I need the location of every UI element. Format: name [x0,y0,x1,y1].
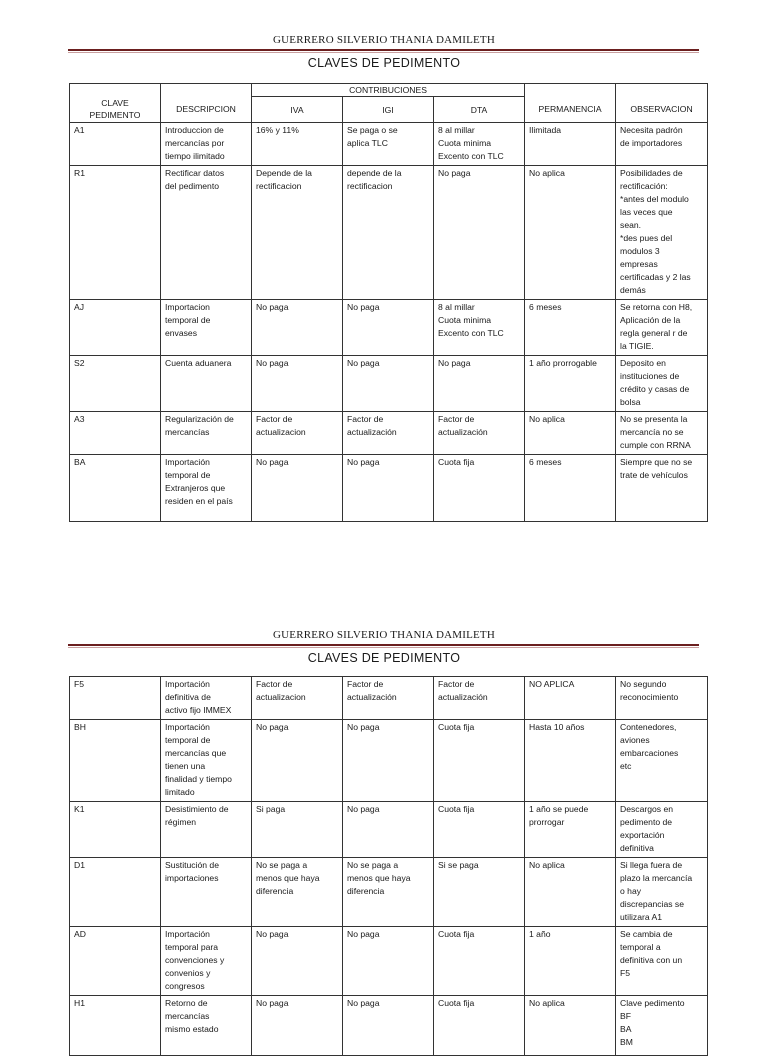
cell-permanencia: 1 año [525,927,616,996]
cell-iva: Depende de la rectificacion [252,166,343,300]
cell-clave: K1 [70,802,161,858]
cell-permanencia: Ilimitada [525,123,616,166]
cell-igi: No paga [343,720,434,802]
table-row [70,166,708,300]
contribuciones-header: CONTRIBUCIONES [252,84,525,97]
table-row [70,455,708,522]
empty-header-cell [70,84,161,97]
cell-permanencia: No aplica [525,412,616,455]
cell-igi: No paga [343,927,434,996]
claves-table-page-1 [69,83,708,522]
cell-clave: D1 [70,858,161,927]
cell-dta: No paga [434,166,525,300]
cell-permanencia: 1 año se puede prorrogar [525,802,616,858]
cell-observacion: Se cambia de temporal a definitiva con un F5 [616,927,708,996]
cell-igi: No se paga a menos que haya diferencia [343,858,434,927]
column-header-clave: CLAVE PEDIMENTO [70,97,161,123]
column-header-row [70,97,708,123]
author-name-header: GUERRERO SILVERIO THANIA DAMILETH [272,34,495,46]
cell-descripcion: Cuenta aduanera [161,356,252,412]
cell-dta: Cuota fija [434,455,525,522]
table-row [70,412,708,455]
cell-iva: No paga [252,720,343,802]
cell-iva: 16% y 11% [252,123,343,166]
cell-iva: No paga [252,996,343,1056]
cell-descripcion: Retorno de mercancías mismo estado [161,996,252,1056]
claves-table-page-2 [69,676,708,1056]
cell-clave: BA [70,455,161,522]
cell-dta: Cuota fija [434,927,525,996]
cell-iva: Factor de actualizacion [252,677,343,720]
cell-observacion: Deposito en instituciones de crédito y casas de bolsa [616,356,708,412]
cell-observacion: Contenedores, aviones embarcaciones etc [616,720,708,802]
cell-clave: AD [70,927,161,996]
cell-observacion: Si llega fuera de plazo la mercancía o hay discrepancias se utilizara A1 [616,858,708,927]
cell-observacion: Siempre que no se trate de vehículos [616,455,708,522]
cell-permanencia: No aplica [525,166,616,300]
page-title: CLAVES DE PEDIMENTO [307,651,461,665]
cell-dta: Si se paga [434,858,525,927]
cell-dta: 8 al millar Cuota minima Excento con TLC [434,300,525,356]
page-title: CLAVES DE PEDIMENTO [307,56,461,70]
cell-observacion: Posibilidades de rectificación: *antes del modulo las veces que sean. *des pues del modulos 3 empresas certificadas y 2 las demás [616,166,708,300]
cell-clave: BH [70,720,161,802]
cell-clave: R1 [70,166,161,300]
table-row [70,720,708,802]
cell-clave: AJ [70,300,161,356]
column-header-observacion: OBSERVACION [616,97,708,123]
cell-permanencia: Hasta 10 años [525,720,616,802]
column-header-dta: DTA [434,97,525,123]
cell-iva: No se paga a menos que haya diferencia [252,858,343,927]
cell-dta: Cuota fija [434,720,525,802]
author-name-header: GUERRERO SILVERIO THANIA DAMILETH [272,629,495,641]
cell-clave: A3 [70,412,161,455]
cell-observacion: Clave pedimento BF BA BM [616,996,708,1056]
cell-iva: No paga [252,455,343,522]
table-row [70,927,708,996]
cell-observacion: Necesita padrón de importadores [616,123,708,166]
column-header-igi: IGI [343,97,434,123]
cell-clave: A1 [70,123,161,166]
cell-descripcion: Importación temporal de Extranjeros que residen en el país [161,455,252,522]
cell-iva: No paga [252,300,343,356]
cell-iva: No paga [252,927,343,996]
cell-descripcion: Desistimiento de régimen [161,802,252,858]
cell-igi: depende de la rectificacion [343,166,434,300]
cell-descripcion: Importación temporal para convenciones y convenios y congresos [161,927,252,996]
cell-dta: Cuota fija [434,996,525,1056]
cell-permanencia: 6 meses [525,300,616,356]
table-row [70,677,708,720]
cell-dta: Factor de actualización [434,677,525,720]
cell-igi: No paga [343,356,434,412]
cell-descripcion: Sustitución de importaciones [161,858,252,927]
cell-dta: Factor de actualización [434,412,525,455]
cell-dta: No paga [434,356,525,412]
cell-igi: No paga [343,996,434,1056]
cell-dta: Cuota fija [434,802,525,858]
cell-observacion: No se presenta la mercancía no se cumple con RRNA [616,412,708,455]
cell-descripcion: Rectificar datos del pedimento [161,166,252,300]
cell-permanencia: 1 año prorrogable [525,356,616,412]
table-row [70,123,708,166]
cell-observacion: No segundo reconocimiento [616,677,708,720]
cell-igi: Se paga o se aplica TLC [343,123,434,166]
cell-descripcion: Regularización de mercancías [161,412,252,455]
column-header-descripcion: DESCRIPCION [161,97,252,123]
header-rule [68,644,699,648]
table-row [70,858,708,927]
cell-descripcion: Importacion temporal de envases [161,300,252,356]
cell-descripcion: Introduccion de mercancías por tiempo ilimitado [161,123,252,166]
cell-observacion: Descargos en pedimento de exportación definitiva [616,802,708,858]
cell-iva: Si paga [252,802,343,858]
cell-igi: No paga [343,455,434,522]
cell-dta: 8 al millar Cuota minima Excento con TLC [434,123,525,166]
cell-descripcion: Importación definitiva de activo fijo IMMEX [161,677,252,720]
cell-iva: No paga [252,356,343,412]
header-rule [68,49,699,53]
table-row [70,802,708,858]
cell-permanencia: NO APLICA [525,677,616,720]
cell-igi: Factor de actualización [343,412,434,455]
table-row [70,996,708,1056]
table-row [70,300,708,356]
cell-igi: No paga [343,802,434,858]
cell-clave: S2 [70,356,161,412]
cell-clave: F5 [70,677,161,720]
empty-header-cell [525,84,616,97]
column-header-permanencia: PERMANENCIA [525,97,616,123]
column-header-iva: IVA [252,97,343,123]
cell-igi: No paga [343,300,434,356]
group-header-row [70,84,708,97]
cell-permanencia: No aplica [525,858,616,927]
empty-header-cell [616,84,708,97]
cell-descripcion: Importación temporal de mercancías que tienen una finalidad y tiempo limitado [161,720,252,802]
cell-clave: H1 [70,996,161,1056]
cell-permanencia: No aplica [525,996,616,1056]
cell-iva: Factor de actualizacion [252,412,343,455]
table-row [70,356,708,412]
empty-header-cell [161,84,252,97]
cell-igi: Factor de actualización [343,677,434,720]
cell-permanencia: 6 meses [525,455,616,522]
cell-observacion: Se retorna con H8, Aplicación de la regla general r de la TIGIE. [616,300,708,356]
